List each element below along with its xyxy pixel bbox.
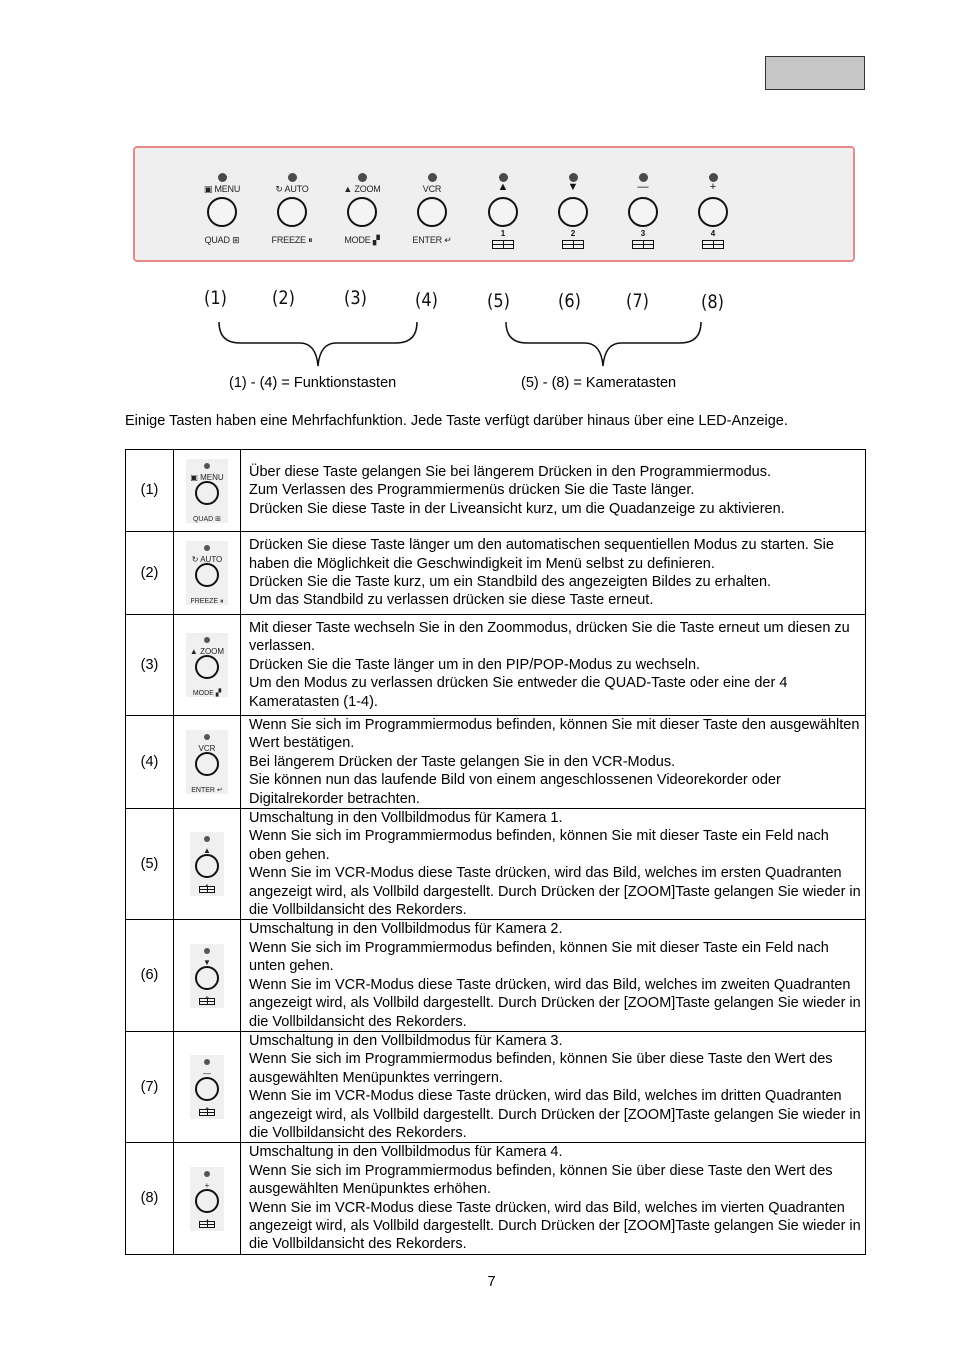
arrow-icon: + [204, 1180, 210, 1190]
row-id: (4) [126, 716, 174, 809]
callout-4: (4) [415, 289, 438, 311]
row-description [241, 809, 866, 920]
button-thumbnail [186, 730, 228, 794]
description-line: Drücken Sie diese Taste länger um den automatischen sequentiellen Modus zu starten. Sie haben die Möglichkeit die Geschwindigkeit im Menü selbst zu definieren. [249, 537, 834, 572]
description-line: Drücken Sie diese Taste in der Liveansicht kurz, um die Quadanzeige zu aktivieren. [249, 500, 785, 517]
row-description [241, 1031, 866, 1142]
button-top-label: ▣ MENU [203, 184, 241, 194]
button-thumbnail [186, 459, 228, 523]
button-ring [195, 1189, 219, 1213]
description-line: Um den Modus zu verlassen drücken Sie entweder die QUAD-Taste oder eine der 4 Kameratasten (1-4). [249, 675, 788, 710]
row-id: (6) [126, 920, 174, 1031]
quad-screen-icon [199, 886, 215, 893]
table-row [126, 1031, 866, 1142]
button-top-label: VCR [422, 184, 442, 194]
table-row [126, 716, 866, 809]
description-line: Drücken Sie die Taste kurz, um ein Standbild des angezeigten Bildes zu erhalten. [249, 574, 772, 590]
button-thumbnail [190, 832, 224, 896]
row-id: (1) [126, 450, 174, 532]
brace-left [219, 322, 417, 366]
row-icon-cell [174, 809, 241, 920]
table-row [126, 809, 866, 920]
row-description [241, 532, 866, 615]
description-line: Umschaltung in den Vollbildmodus für Kamera 2. [249, 921, 563, 938]
button-bottom-label: FREEZE ⏸ [271, 235, 313, 245]
arrow-icon: ▲ [497, 181, 509, 193]
description-line: Wenn Sie im VCR-Modus diese Taste drücken, wird das Bild, welches im vierten Quadranten angezeigt wird, als Vollbild dargestellt. Durch Drücken der [ZOOM]Taste gelangen Sie wieder in die Vollbildansicht des Rekorders. [249, 1199, 861, 1253]
arrow-icon: ▲ [203, 846, 211, 856]
row-icon-cell [174, 450, 241, 532]
thumbnail-bottom-label: ENTER ↵ [191, 787, 223, 795]
button-bottom-label: QUAD ⊞ [204, 235, 240, 245]
button-bottom-label: ENTER ↵ [412, 235, 452, 245]
description-line: Sie können nun das laufende Bild von einem angeschlossenen Videorekorder oder Digitalrekorder betrachten. [249, 772, 781, 807]
button-top-label: ↻ AUTO [275, 184, 309, 194]
button-thumbnail [186, 541, 228, 605]
callout-1: (1) [204, 287, 227, 309]
brace-right [506, 322, 701, 366]
button-bottom-label: MODE ▞ [344, 235, 380, 245]
intro-text: Einige Tasten haben eine Mehrfachfunktion. Jede Taste verfügt darüber hinaus über eine LED-Anzeige. [125, 413, 788, 429]
table-row [126, 920, 866, 1031]
callout-3: (3) [344, 287, 367, 309]
description-line: Wenn Sie sich im Programmiermodus befinden, können Sie mit dieser Taste ein Feld nach unten gehen. [249, 939, 829, 975]
arrow-icon: ▼ [203, 957, 211, 967]
callout-5: (5) [487, 290, 510, 312]
row-description [241, 1143, 866, 1254]
callout-8: (8) [701, 291, 724, 313]
table-row [126, 532, 866, 615]
camera-number: 2 [570, 229, 576, 238]
description-line: Um das Standbild zu verlassen drücken sie diese Taste erneut. [249, 592, 654, 609]
button-thumbnail [190, 1055, 224, 1119]
description-line: Wenn Sie sich im Programmiermodus befinden, können Sie über diese Taste den Wert des ausgewählten Menüpunktes verringern. [249, 1051, 833, 1086]
row-id: (7) [126, 1031, 174, 1142]
description-line: Wenn Sie im VCR-Modus diese Taste drücken, wird das Bild, welches im zweiten Quadranten angezeigt wird, als Vollbild dargestellt. Durch Drücken der [ZOOM]Taste gelangen Sie wieder in die Vollbildansicht des Rekorders. [249, 976, 861, 1030]
row-description [241, 615, 866, 716]
button-ring [195, 655, 219, 679]
button-top-label: ▲ ZOOM [343, 184, 381, 194]
button-ring [195, 966, 219, 990]
description-line: Über diese Taste gelangen Sie bei längerem Drücken in den Programmiermodus. [249, 463, 772, 480]
row-icon-cell [174, 1143, 241, 1254]
button-thumbnail [186, 633, 228, 697]
description-line: Wenn Sie im VCR-Modus diese Taste drücken, wird das Bild, welches im dritten Quadranten angezeigt wird, als Vollbild dargestellt. Durch Drücken der [ZOOM]Taste gelangen Sie wieder in die Vollbildansicht des Rekorders. [249, 1088, 861, 1141]
description-line: Wenn Sie sich im Programmiermodus befinden, können Sie über diese Taste den Wert des ausgewählten Menüpunktes erhöhen. [249, 1162, 833, 1198]
row-icon-cell [174, 920, 241, 1031]
row-description [241, 920, 866, 1031]
quad-screen-icon [199, 998, 215, 1005]
quad-screen-icon [199, 1109, 215, 1116]
button-thumbnail [190, 944, 224, 1008]
description-line: Wenn Sie sich im Programmiermodus befinden, können Sie mit dieser Taste ein Feld nach oben gehen. [249, 828, 829, 863]
table-row [126, 615, 866, 716]
row-description [241, 450, 866, 532]
callout-6: (6) [558, 290, 581, 312]
group-right-label: (5) - (8) = Kameratasten [521, 375, 677, 391]
camera-number: 3 [640, 229, 646, 238]
thumbnail-top-label: ↻ AUTO [191, 555, 223, 564]
row-id: (2) [126, 532, 174, 615]
button-ring [195, 752, 219, 776]
description-line: Umschaltung in den Vollbildmodus für Kamera 3. [249, 1032, 563, 1049]
row-icon-cell [174, 1031, 241, 1142]
quad-screen-icon [199, 1221, 215, 1228]
arrow-icon: + [709, 181, 717, 193]
arrow-icon: ▼ [567, 181, 579, 193]
arrow-icon: — [637, 181, 649, 193]
table-row [126, 1143, 866, 1254]
callout-2: (2) [272, 287, 295, 309]
description-line: Wenn Sie im VCR-Modus diese Taste drücken, wird das Bild, welches im ersten Quadranten angezeigt wird, als Vollbild dargestellt. Durch Drücken der [ZOOM]Taste gelangen Sie wieder in die Vollbildansicht des Rekorders. [249, 865, 861, 919]
row-id: (5) [126, 809, 174, 920]
row-description [241, 716, 866, 809]
thumbnail-bottom-label: FREEZE ⏸ [190, 598, 224, 605]
description-line: Bei längerem Drücken der Taste gelangen Sie in den VCR-Modus. [249, 753, 676, 770]
table-row [126, 450, 866, 532]
row-icon-cell [174, 716, 241, 809]
thumbnail-top-label: ▲ ZOOM [189, 647, 225, 656]
callout-7: (7) [626, 290, 649, 312]
row-icon-cell [174, 615, 241, 716]
button-description-table [125, 449, 866, 1255]
description-line: Mit dieser Taste wechseln Sie in den Zoommodus, drücken Sie die Taste erneut um diesen zu verlassen. [249, 619, 850, 655]
row-icon-cell [174, 532, 241, 615]
description-line: Wenn Sie sich im Programmiermodus befinden, können Sie mit dieser Taste den ausgewählten Wert bestätigen. [249, 717, 860, 752]
thumbnail-bottom-label: MODE ▞ [192, 690, 222, 697]
description-line: Umschaltung in den Vollbildmodus für Kamera 1. [249, 810, 563, 827]
row-id: (8) [126, 1143, 174, 1254]
description-line: Zum Verlassen des Programmiermenüs drücken Sie die Taste länger. [249, 482, 695, 499]
camera-number: 4 [710, 229, 716, 238]
button-ring [195, 563, 219, 587]
arrow-icon: — [203, 1069, 211, 1079]
camera-number: 1 [500, 229, 506, 238]
button-ring [195, 481, 219, 505]
description-line: Drücken Sie die Taste länger um in den PIP/POP-Modus zu wechseln. [249, 656, 701, 673]
group-left-label: (1) - (4) = Funktionstasten [229, 375, 397, 391]
page-number: 7 [487, 1274, 496, 1290]
thumbnail-bottom-label: QUAD ⊞ [192, 515, 222, 523]
button-thumbnail [190, 1167, 224, 1231]
row-id: (3) [126, 615, 174, 716]
description-line: Umschaltung in den Vollbildmodus für Kamera 4. [249, 1144, 563, 1161]
button-ring [195, 854, 219, 878]
group-braces [0, 0, 954, 380]
thumbnail-top-label: VCR [198, 744, 216, 754]
thumbnail-top-label: ▣ MENU [190, 472, 224, 482]
button-ring [195, 1077, 219, 1101]
